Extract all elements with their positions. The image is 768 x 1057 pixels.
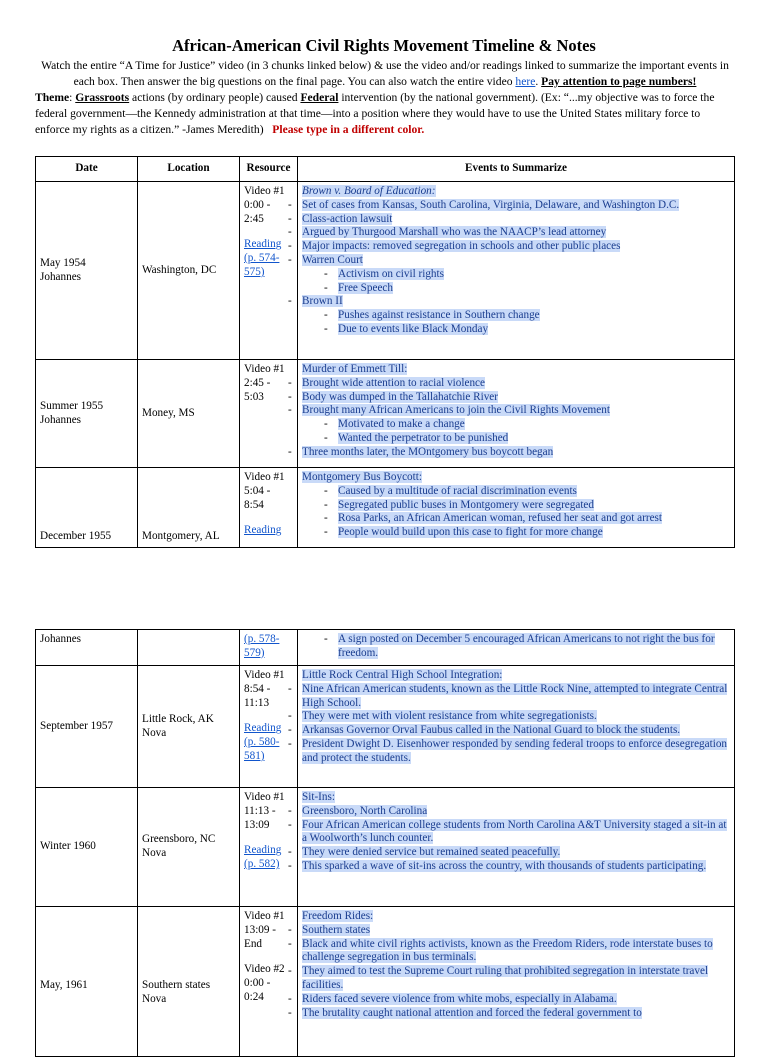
table-row xyxy=(36,360,735,468)
list-item: - Segregated public buses in Montgomery were segregated xyxy=(268,499,730,513)
reading-link[interactable]: Reading xyxy=(244,844,282,857)
list-item: - Warren Court xyxy=(268,254,730,268)
list-item: - Activism on civil rights xyxy=(268,268,730,282)
resource-cell: Video #1 0:00 - 2:45 Reading (p. 574-575) xyxy=(240,182,298,360)
event-title: Freedom Rides: xyxy=(302,910,374,922)
events-cell[interactable] xyxy=(298,666,735,788)
table-row xyxy=(36,666,735,788)
location-cell: Little Rock, AK Nova xyxy=(138,666,240,788)
date-cell: Johannes xyxy=(36,630,138,666)
events-cell[interactable] xyxy=(298,907,735,1057)
list-item: - Body was dumped in the Tallahatchie River xyxy=(268,391,730,405)
list-item: - Brown II xyxy=(268,295,730,309)
list-item: - They aimed to test the Supreme Court ruling that prohibited segregation in interstate travel facilities. xyxy=(268,965,730,993)
list-item: - This sparked a wave of sit-ins across the country, with thousands of students participating. xyxy=(268,860,730,874)
table-row xyxy=(36,630,735,666)
events-cell[interactable] xyxy=(298,360,735,468)
list-item: - President Dwight D. Eisenhower responded by sending federal troops to enforce desegregation and protect the students. xyxy=(268,738,730,766)
event-title: Sit-Ins: xyxy=(302,791,335,803)
location-cell: Greensboro, NC Nova xyxy=(138,788,240,907)
date-cell: Winter 1960 xyxy=(36,788,138,907)
list-item: - Three months later, the MOntgomery bus boycott began xyxy=(268,446,730,460)
events-cell[interactable] xyxy=(298,788,735,907)
date-cell: May 1954 Johannes xyxy=(36,182,138,360)
table-row xyxy=(36,788,735,907)
pages-link[interactable]: (p. 582) xyxy=(244,858,280,871)
list-item: - Nine African American students, known as the Little Rock Nine, attempted to integrate Central High School. xyxy=(268,683,730,711)
list-item: - Caused by a multitude of racial discrimination events xyxy=(268,485,730,499)
here-link[interactable]: here xyxy=(515,75,536,88)
location-cell: Montgomery, AL xyxy=(138,468,240,548)
pages-link[interactable]: (p. 578-579) xyxy=(244,633,280,659)
timeline-table-1 xyxy=(35,156,735,548)
event-title: Murder of Emmett Till: xyxy=(302,363,408,375)
event-title: Little Rock Central High School Integration: xyxy=(302,669,503,681)
list-item: - The brutality caught national attention and forced the federal government to xyxy=(268,1007,730,1021)
list-item: - People would build upon this case to fight for more change xyxy=(268,526,730,540)
list-item: - Argued by Thurgood Marshall who was the NAACP’s lead attorney xyxy=(268,226,730,240)
instructions: Watch the entire “A Time for Justice” video (in 3 chunks linked below) & use the video and/or readings linked to summarize the important events in each box. Then answer the big questions on the final page. You can also watch the entire video here. Pay attention to page numbers! Theme: Grassroots actions (by ordinary people) caused Federal intervention (by the national government). (Ex: “...my objective was to force the federal government—the Kennedy administration at that time—into a position where they would have to use the United States military force to enforce my rights as a citizen.” -James Meredith) Please type in a different color. xyxy=(35,59,729,136)
table-row xyxy=(36,468,735,548)
date-cell: September 1957 xyxy=(36,666,138,788)
reading-link[interactable]: Reading xyxy=(244,722,282,735)
list-item: - Set of cases from Kansas, South Carolina, Virginia, Delaware, and Washington D.C. xyxy=(268,199,730,213)
resource-cell: Video #1 13:09 - End Video #2 0:00 - 0:24 xyxy=(240,907,298,1057)
theme-label: Theme xyxy=(35,91,70,104)
header-row xyxy=(36,157,735,182)
list-item: - A sign posted on December 5 encouraged African Americans to not right the bus for freedom. xyxy=(268,633,730,661)
event-title: Montgomery Bus Boycott: xyxy=(302,471,422,483)
resource-cell: Video #1 8:54 - 11:13 Reading (p. 580-581) xyxy=(240,666,298,788)
pages-link[interactable]: (p. 574-575) xyxy=(244,252,280,278)
list-item: - Pushes against resistance in Southern change xyxy=(268,309,730,323)
list-item: - Class-action lawsuit xyxy=(268,213,730,227)
list-item: - Four African American college students from North Carolina A&T University staged a sit-in at a Woolworth’s lunch counter. xyxy=(268,819,730,847)
location-cell: Washington, DC xyxy=(138,182,240,360)
list-item: - Motivated to make a change xyxy=(268,418,730,432)
date-cell: May, 1961 xyxy=(36,907,138,1057)
location-header: Location xyxy=(138,157,240,182)
location-cell: Money, MS xyxy=(138,360,240,468)
list-item: - Greensboro, North Carolina xyxy=(268,805,730,819)
pages-link[interactable]: (p. 580-581) xyxy=(244,736,280,762)
list-item: - Free Speech xyxy=(268,282,730,296)
resource-header: Resource xyxy=(240,157,298,182)
instructions-text: Watch the entire “A Time for Justice” video (in 3 chunks linked below) & use the video and/or readings linked to summarize the important events in each box. Then answer the big questions on the final page. You can also watch the entire video xyxy=(41,59,729,88)
reading-link[interactable]: Reading xyxy=(244,524,282,537)
list-item: - Brought many African Americans to join the Civil Rights Movement xyxy=(268,404,730,418)
list-item: - They were denied service but remained seated peacefully. xyxy=(268,846,730,860)
reading-link[interactable]: Reading xyxy=(244,238,282,251)
resource-cell: Video #1 11:13 - 13:09 Reading (p. 582) xyxy=(240,788,298,907)
list-item: - Major impacts: removed segregation in schools and other public places xyxy=(268,240,730,254)
date-cell: December 1955 xyxy=(36,468,138,548)
federal-term: Federal xyxy=(300,91,339,104)
list-item: - Arkansas Governor Orval Faubus called in the National Guard to block the students. xyxy=(268,724,730,738)
list-item: - Brought wide attention to racial violence xyxy=(268,377,730,391)
page-title: African-American Civil Rights Movement Timeline & Notes xyxy=(172,36,596,55)
resource-cell: Video #1 5:04 - 8:54 Reading xyxy=(240,468,298,548)
events-cell[interactable] xyxy=(298,182,735,360)
page-number-note: Pay attention to page numbers! xyxy=(541,75,697,88)
list-item: - They were met with violent resistance from white segregationists. xyxy=(268,710,730,724)
list-item: - Black and white civil rights activists, known as the Freedom Riders, rode interstate buses to challenge segregation in bus terminals. xyxy=(268,938,730,966)
location-cell xyxy=(138,630,240,666)
list-item: - Wanted the perpetrator to be punished xyxy=(268,432,730,446)
date-cell: Summer 1955 Johannes xyxy=(36,360,138,468)
timeline-table-2 xyxy=(35,629,735,1057)
grassroots-term: Grassroots xyxy=(75,91,130,104)
events-cell[interactable] xyxy=(298,630,735,666)
location-cell: Southern states Nova xyxy=(138,907,240,1057)
type-color-note: Please type in a different color. xyxy=(272,123,425,136)
list-item: - Due to events like Black Monday xyxy=(268,323,730,337)
list-item: - Southern states xyxy=(268,924,730,938)
table-row xyxy=(36,182,735,360)
date-header: Date xyxy=(36,157,138,182)
events-cell[interactable] xyxy=(298,468,735,548)
list-item: - Riders faced severe violence from white mobs, especially in Alabama. xyxy=(268,993,730,1007)
resource-cell: Video #1 2:45 - 5:03 xyxy=(240,360,298,468)
table-row xyxy=(36,907,735,1057)
event-title: Brown v. Board of Education: xyxy=(302,185,436,197)
events-header: Events to Summarize xyxy=(298,157,735,182)
theme-text: intervention (by the national government). (Ex: “...my objective was to force the federal government—the Kennedy administration at that time—into a position where they would have to use the United States military force to enforce my rights as a citizen.” -James Meredith) xyxy=(35,91,715,136)
list-item: - Rosa Parks, an African American woman, refused her seat and got arrest xyxy=(268,512,730,526)
